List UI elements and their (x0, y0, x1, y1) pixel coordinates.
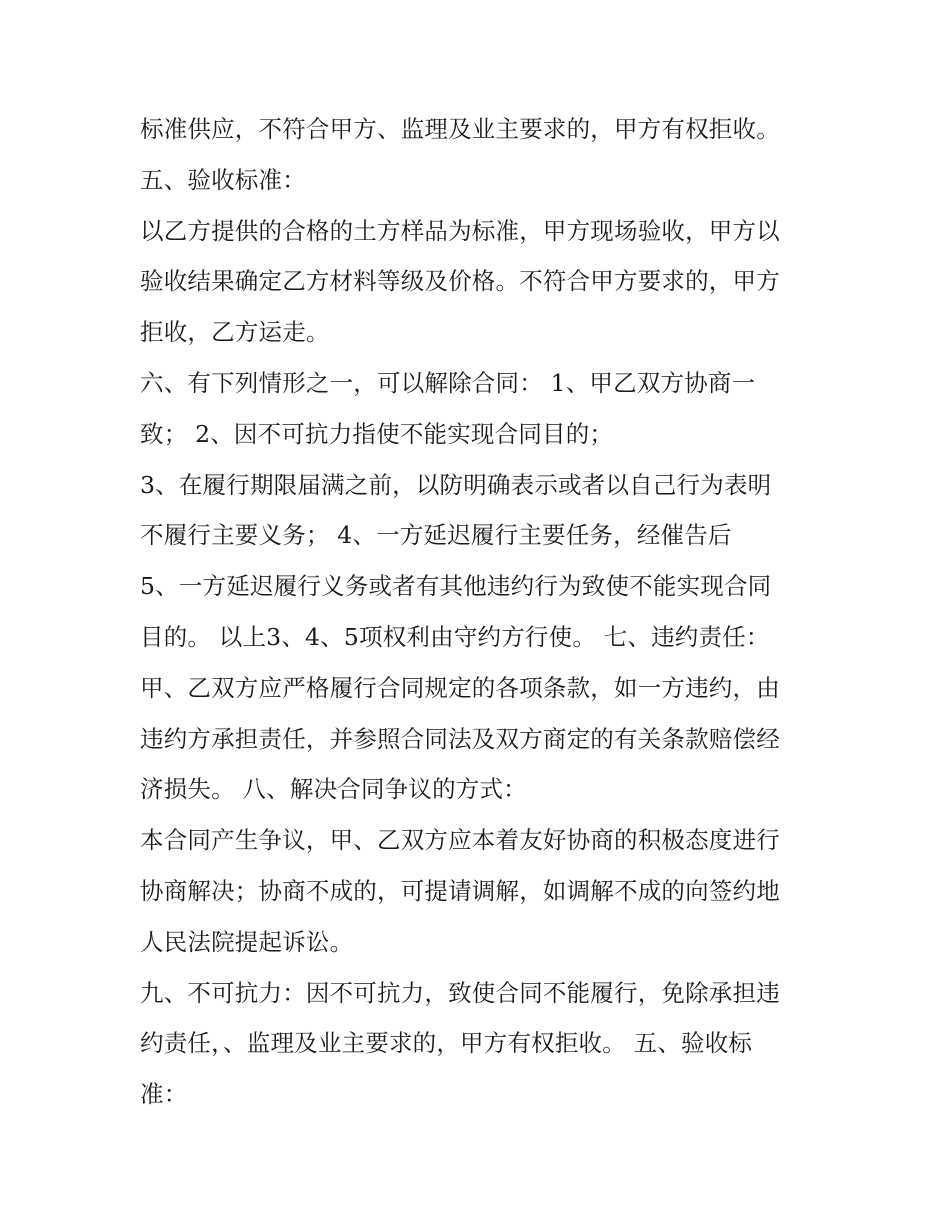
text-line: 准： (140, 1080, 188, 1109)
document-body (140, 104, 830, 1120)
text-line: 甲、乙双方应严格履行合同规定的各项条款，如一方违约，由 (140, 673, 780, 702)
text-line: 以乙方提供的合格的土方样品为标准，甲方现场验收，甲方以 (140, 216, 780, 245)
text-line: 验收结果确定乙方材料等级及价格。不符合甲方要求的，甲方 (140, 267, 780, 296)
section-heading: 六、有下列情形之一，可以解除合同： 1、甲乙双方协商一 (140, 368, 756, 397)
text-line: 致； 2、因不可抗力指使不能实现合同目的； (140, 419, 614, 448)
text-line: 本合同产生争议，甲、乙双方应本着友好协商的积极态度进行 (140, 826, 780, 855)
text-line: 人民法院提起诉讼。 (140, 927, 354, 956)
text-line: 5、一方延迟履行义务或者有其他违约行为致使不能实现合同 (140, 572, 772, 601)
section-heading: 五、验收标准： (140, 165, 306, 194)
text-line: 不履行主要义务； 4、一方延迟履行主要任务，经催告后 (140, 521, 732, 550)
section-heading: 九、不可抗力：因不可抗力，致使合同不能履行，免除承担违 (140, 978, 780, 1007)
text-line: 拒收，乙方运走。 (140, 318, 330, 347)
text-line: 标准供应，不符合甲方、监理及业主要求的，甲方有权拒收。 (140, 115, 780, 143)
text-line: 济损失。 八、解决合同争议的方式： (140, 775, 527, 804)
text-line: 协商解决；协商不成的，可提请调解，如调解不成的向签约地 (140, 876, 780, 905)
text-line: 约责任，、监理及业主要求的，甲方有权拒收。 五、验收标 (140, 1029, 753, 1058)
text-line: 违约方承担责任，并参照合同法及双方商定的有关条款赔偿经 (140, 724, 780, 753)
text-line: 3、在履行期限届满之前，以防明确表示或者以自己行为表明 (140, 470, 772, 499)
text-line: 目的。 以上3、4、5项权利由守约方行使。 七、违约责任： (140, 622, 770, 651)
